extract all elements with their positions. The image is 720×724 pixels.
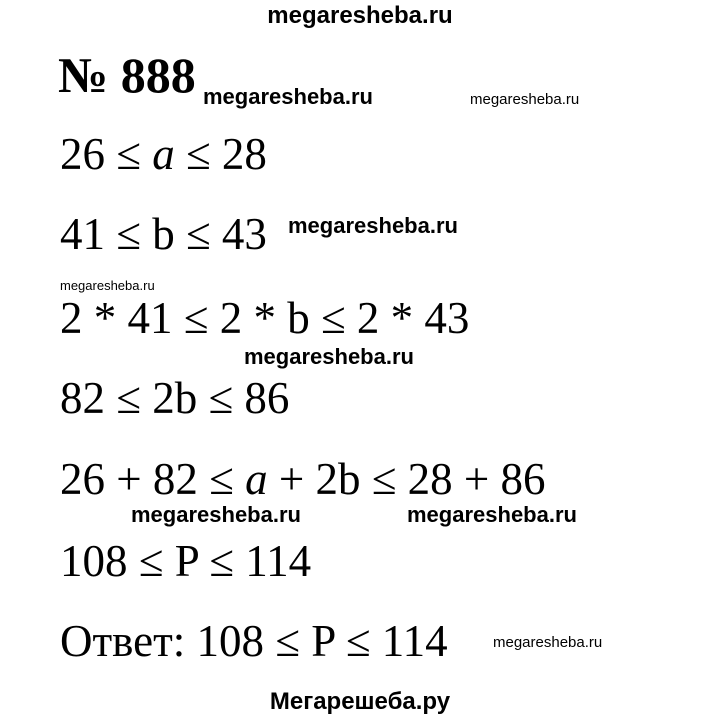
solution-line-1: 26 ≤ a ≤ 28 <box>60 129 267 179</box>
watermark: megaresheba.ru <box>470 91 580 108</box>
solution-line-5: 26 + 82 ≤ a + 2b ≤ 28 + 86 <box>60 454 546 504</box>
watermark: megaresheba.ru <box>60 278 155 293</box>
solution-line-2: 41 ≤ b ≤ 43 <box>60 209 267 259</box>
solution-line-6: 108 ≤ P ≤ 114 <box>60 536 312 586</box>
watermark: megaresheba.ru <box>288 213 458 238</box>
watermark: megaresheba.ru <box>407 502 577 527</box>
watermark: megaresheba.ru <box>203 84 373 109</box>
footer-watermark: Мегарешеба.ру <box>269 688 451 715</box>
solution-line-3: 2 * 41 ≤ 2 * b ≤ 2 * 43 <box>60 293 470 343</box>
header-watermark: megaresheba.ru <box>267 2 453 29</box>
problem-number: № 888 <box>58 47 196 103</box>
watermark: megaresheba.ru <box>131 502 301 527</box>
solution-line-4: 82 ≤ 2b ≤ 86 <box>60 373 290 423</box>
watermark: megaresheba.ru <box>244 344 414 369</box>
answer-line: Ответ: 108 ≤ P ≤ 114 <box>60 616 448 666</box>
watermark: megaresheba.ru <box>493 634 603 651</box>
